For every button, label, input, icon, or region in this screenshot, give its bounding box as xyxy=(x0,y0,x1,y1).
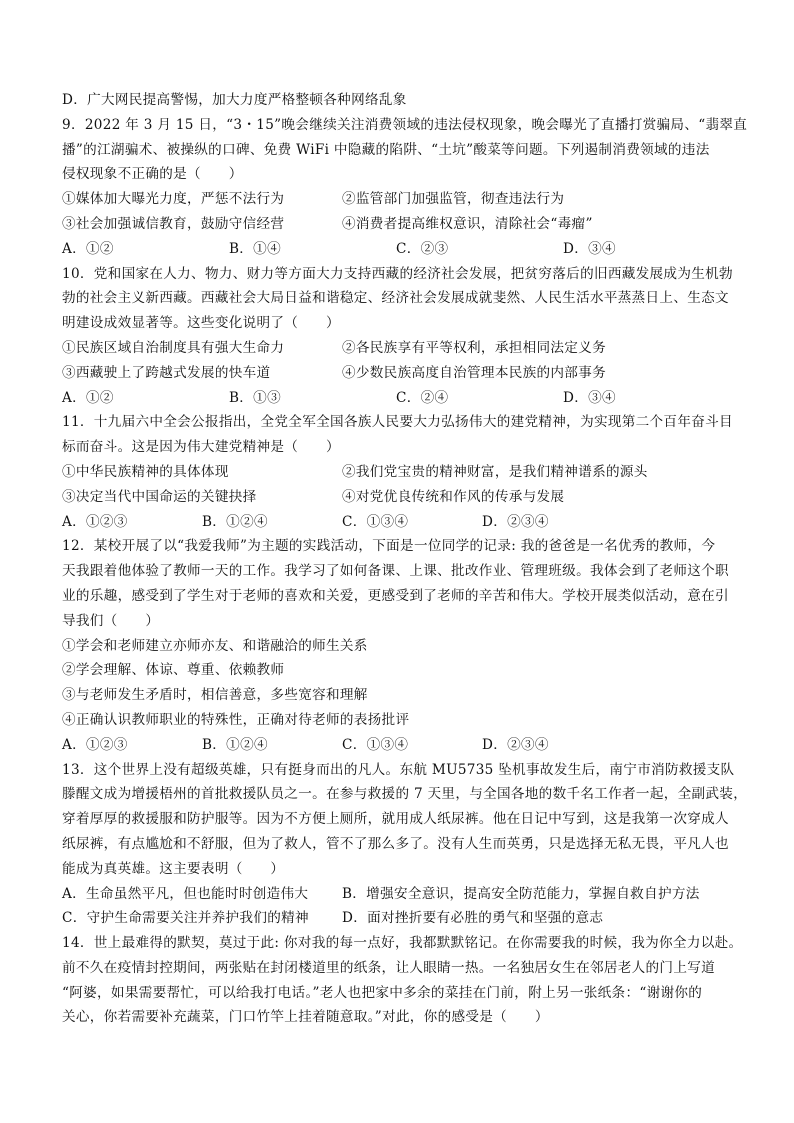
text-line: 导我们（ ） xyxy=(62,612,160,629)
options-line xyxy=(62,510,762,535)
option-item: D．面对挫折要有必胜的勇气和坚强的意志 xyxy=(342,910,604,927)
option-item: C．①③④ xyxy=(342,513,409,530)
option-item: B．增强安全意识，提高安全防范能力，掌握自救自护方法 xyxy=(342,885,700,902)
option-item: B．①②④ xyxy=(202,736,268,753)
option-item: D．③④ xyxy=(563,240,616,257)
text-line: 9．2022 年 3 月 15 日，“3・15”晚会继续关注消费领域的违法侵权现象，晚会曝光了直播打赏骗局、“翡翠直 xyxy=(62,116,748,133)
text-line: 勃的社会主义新西藏。西藏社会大局日益和谐稳定、经济社会发展成就斐然、人民生活水平蒸蒸日上、生态文 xyxy=(62,290,729,307)
option-item: ②监管部门加强监管，彻查违法行为 xyxy=(342,191,565,208)
options-line xyxy=(62,460,762,485)
text-line: 穿着厚厚的救援服和防护服等。因为不方便上厕所，就用成人纸尿裤。他在日记中写到，这是我第一次穿成人 xyxy=(62,811,729,828)
option-item: B．①③ xyxy=(229,389,281,406)
option-item: ②我们党宝贵的精神财富，是我们精神谱系的源头 xyxy=(342,463,648,480)
exam-page xyxy=(62,88,762,1030)
option-item: ③西藏驶上了跨越式发展的快车道 xyxy=(62,364,271,381)
text-line: 明建设成效显著等。这些变化说明了（ ） xyxy=(62,315,340,332)
text-line: 12．某校开展了以“我爱我师”为主题的实践活动，下面是一位同学的记录: 我的爸爸是一名优秀的教师，今 xyxy=(62,538,716,555)
text-line: 14．世上最难得的默契，莫过于此: 你对我的每一点好，我都默默铭记。在你需要我的时候，我为你全力以赴。 xyxy=(62,935,743,952)
text-line: 侵权现象不正确的是（ ） xyxy=(62,166,243,183)
option-item: ①媒体加大曝光力度，严惩不法行为 xyxy=(62,191,285,208)
option-item: ④少数民族高度自治管理本民族的内部事务 xyxy=(342,364,606,381)
options-line xyxy=(62,906,762,931)
options-line xyxy=(62,187,762,212)
option-item: B．①④ xyxy=(229,240,281,257)
text-line: 天我跟着他体验了教师一天的工作。我学习了如何备课、上课、批改作业、管理班级。我体会到了老师这个职 xyxy=(62,563,729,580)
text-line: 播”的江湖骗术、被操纵的口碑、免费 WiFi 中隐藏的陷阱、“土坑”酸菜等问题。下列遏制消费领域的违法 xyxy=(62,141,710,158)
options-line xyxy=(62,212,762,237)
text-line: 标而奋斗。这是因为伟大建党精神是（ ） xyxy=(62,439,340,456)
option-item: A．生命虽然平凡，但也能时时创造伟大 xyxy=(62,885,309,902)
option-item: ③社会加强诚信教育，鼓励守信经营 xyxy=(62,215,285,232)
option-item: A．①② xyxy=(62,389,114,406)
text-line: 11．十九届六中全会公报指出，全党全军全国各族人民要大力弘扬伟大的建党精神，为实现第二个百年奋斗目 xyxy=(62,414,733,431)
text-line: ③与老师发生矛盾时，相信善意，多些宽容和理解 xyxy=(62,687,368,704)
text-line: 纸尿裤，有点尴尬和不舒服，但为了救人，管不了那么多了。没有人生而英勇，只是选择无私无畏，平凡人也 xyxy=(62,835,729,852)
text-line: ①学会和老师建立亦师亦友、和谐融洽的师生关系 xyxy=(62,637,368,654)
text-line: ②学会理解、体谅、尊重、依赖教师 xyxy=(62,662,285,679)
option-item: C．守护生命需要关注并养护我们的精神 xyxy=(62,910,309,927)
text-line: 滕醒文成为增援梧州的首批救援队员之一。在参与救援的 7 天里，与全国各地的数千名工作者一起，全副武装， xyxy=(62,786,748,803)
text-line: 关心，你若需要补充蔬菜，门口竹竿上挂着随意取。”对此，你的感受是（ ） xyxy=(62,1009,549,1026)
option-item: D．②③④ xyxy=(482,736,549,753)
options-line xyxy=(62,882,762,907)
option-item: ①中华民族精神的具体体现 xyxy=(62,463,229,480)
option-item: A．①② xyxy=(62,240,114,257)
options-line xyxy=(62,361,762,386)
text-line: 前不久在疫情封控期间，两张贴在封闭楼道里的纸条，让人眼睛一热。一名独居女生在邻居老人的门上写道 xyxy=(62,959,716,976)
option-item: ③决定当代中国命运的关键抉择 xyxy=(62,488,257,505)
options-line xyxy=(62,733,762,758)
options-line xyxy=(62,485,762,510)
option-item: C．②③ xyxy=(396,240,449,257)
options-line xyxy=(62,237,762,262)
option-item: A．①②③ xyxy=(62,513,128,530)
text-line: ④正确认识教师职业的特殊性，正确对待老师的表扬批评 xyxy=(62,711,410,728)
text-line: 能成为真英雄。这主要表明（ ） xyxy=(62,860,285,877)
option-item: ④对党优良传统和作风的传承与发展 xyxy=(342,488,565,505)
text-line: D．广大网民提高警惕，加大力度严格整顿各种网络乱象 xyxy=(62,92,407,108)
option-item: A．①②③ xyxy=(62,736,128,753)
option-item: ④消费者提高维权意识，清除社会“毒瘤” xyxy=(342,215,593,232)
option-item: D．②③④ xyxy=(482,513,549,530)
options-line xyxy=(62,386,762,411)
text-line: “阿婆，如果需要帮忙，可以给我打电话。”老人也把家中多余的菜挂在门前，附上另一张纸条：“谢谢你的 xyxy=(62,984,703,1001)
text-line: 13．这个世界上没有超级英雄，只有挺身而出的凡人。东航 MU5735 坠机事故发生后，南宁市消防救援支队 xyxy=(62,761,735,778)
text-line: 业的乐趣，感受到了学生对于老师的喜欢和关爱，更感受到了老师的辛苦和伟大。学校开展类似活动，意在引 xyxy=(62,587,729,604)
option-item: ①民族区域自治制度具有强大生命力 xyxy=(62,339,285,356)
text-line: 10．党和国家在人力、物力、财力等方面大力支持西藏的经济社会发展，把贫穷落后的旧西藏发展成为生机勃 xyxy=(62,265,733,282)
options-line xyxy=(62,336,762,361)
option-item: C．①③④ xyxy=(342,736,409,753)
option-item: ②各民族享有平等权利，承担相同法定义务 xyxy=(342,339,606,356)
option-item: B．①②④ xyxy=(202,513,268,530)
option-item: C．②④ xyxy=(396,389,449,406)
option-item: D．③④ xyxy=(563,389,616,406)
